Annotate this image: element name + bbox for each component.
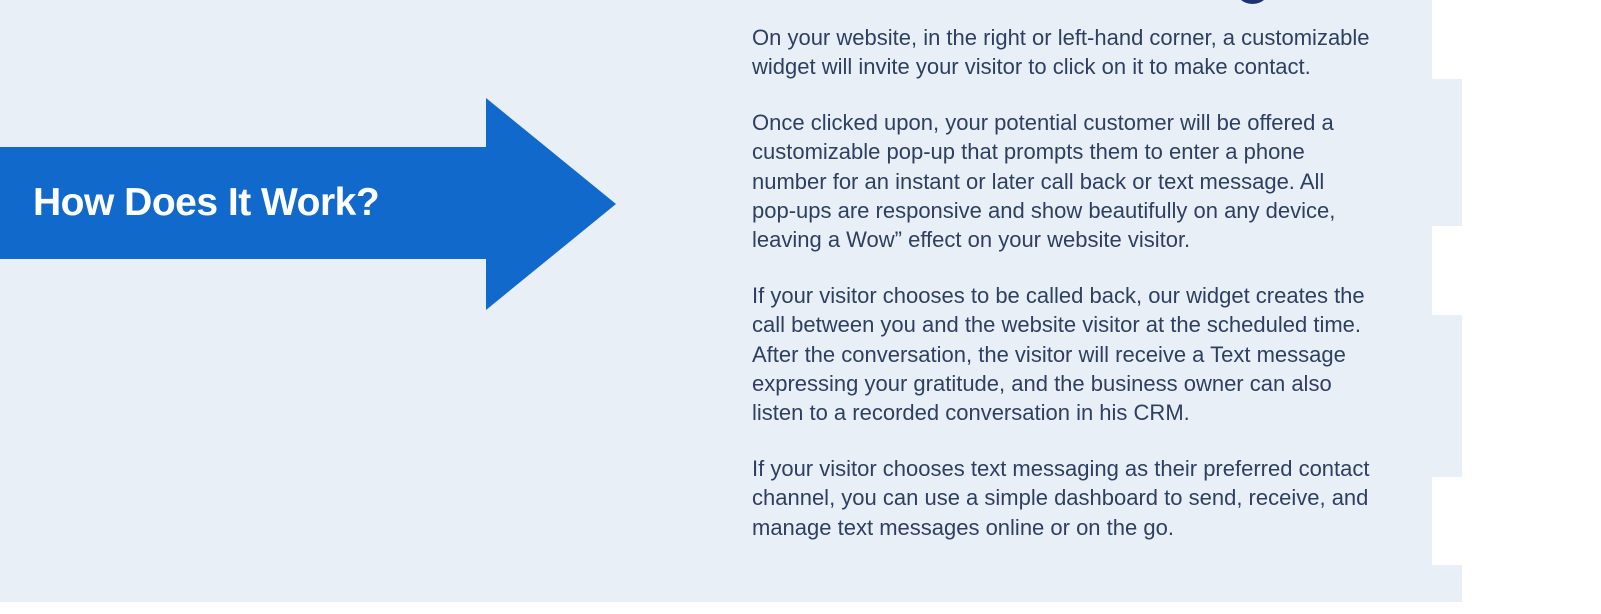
paragraph-call-back: If your visitor chooses to be called back, our widget creates the call between you and the website visitor at the scheduled time. After the conversation, the visitor will receive a Text message expressing your gratitude, and the business owner can also listen to a recorded conversation in his CRM.: [752, 282, 1365, 426]
right-edge-card-notch-bottom: [1432, 477, 1601, 565]
arrow-head-icon: [486, 98, 616, 310]
right-edge-card-notch-middle: [1432, 226, 1601, 315]
right-edge-card-notch-top: [1432, 0, 1601, 79]
paragraph-text-messaging: If your visitor chooses text messaging as their preferred contact channel, you can use a simple dashboard to send, receive, and manage text messages online or on the go.: [752, 455, 1370, 540]
description-text-column: [752, 23, 1374, 568]
paragraph-widget-invite: On your website, in the right or left-hand corner, a customizable widget will invite your visitor to click on it to make contact.: [752, 25, 1370, 80]
how-it-works-arrow-banner: [0, 147, 486, 259]
section-heading: How Does It Work?: [33, 181, 380, 224]
paragraph-popup-prompt: Once clicked upon, your potential customer will be offered a customizable pop-up that prompts them to enter a phone number for an instant or later call back or text message. All pop-ups are responsive and show beautifully on any device, leaving a Wow” effect on your website visitor.: [752, 109, 1336, 253]
